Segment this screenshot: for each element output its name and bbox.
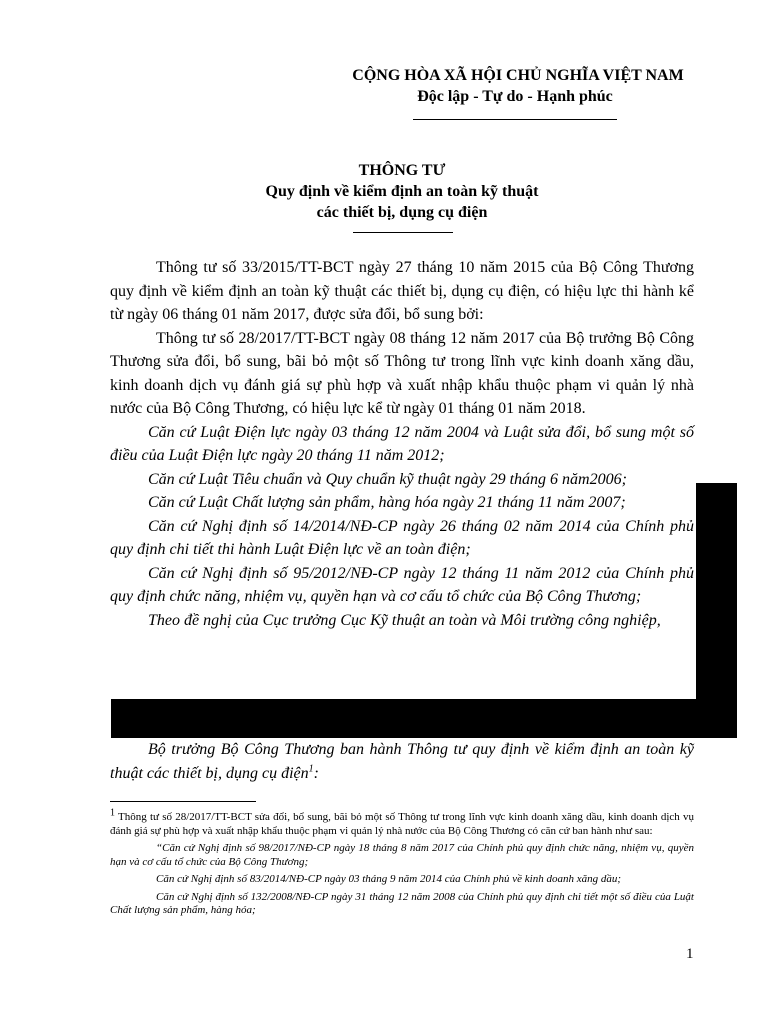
page-number: 1 <box>686 946 694 962</box>
legal-basis-1: Căn cứ Luật Điện lực ngày 03 tháng 12 năm 2004 và Luật sửa đổi, bổ sung một số điều của Luật Điện lực ngày 20 tháng 11 năm 2012; <box>110 423 694 464</box>
footnote-quote-2: Căn cứ Nghị định số 83/2014/NĐ-CP ngày 03 tháng 9 năm 2014 của Chính phủ về kinh doanh xăng dầu; <box>156 873 622 885</box>
document-type: THÔNG TƯ <box>358 162 446 179</box>
legal-basis-6: Theo đề nghị của Cục trưởng Cục Kỹ thuật an toàn và Môi trường công nghiệp, <box>148 611 661 629</box>
closing-statement <box>110 738 694 785</box>
document-title-line-1: Quy định về kiểm định an toàn kỹ thuật <box>265 183 539 200</box>
legal-basis-4: Căn cứ Nghị định số 14/2014/NĐ-CP ngày 26 tháng 02 năm 2014 của Chính phủ quy định chi tiết thi hành Luật Điện lực về an toàn điện; <box>110 517 694 558</box>
footnote-quote-3: Căn cứ Nghị định số 132/2008/NĐ-CP ngày 31 tháng 12 năm 2008 của Chính phủ quy định chi tiết một số điều của Luật Chất lượng sản phẩm, hàng hóa; <box>110 890 694 916</box>
nation-heading: CỘNG HÒA XÃ HỘI CHỦ NGHĨA VIỆT NAM <box>352 67 684 84</box>
legal-basis-2: Căn cứ Luật Tiêu chuẩn và Quy chuẩn kỹ thuật ngày 29 tháng 6 năm2006; <box>148 470 627 488</box>
document-title-line-2: các thiết bị, dụng cụ điện <box>316 204 488 221</box>
closing-text: Bộ trưởng Bộ Công Thương ban hành Thông tư quy định về kiểm định an toàn kỹ thuật các thiết bị, dụng cụ điện <box>110 741 694 782</box>
motto-heading: Độc lập - Tự do - Hạnh phúc <box>417 88 613 105</box>
footnotes-section <box>110 807 694 922</box>
legal-basis-5: Căn cứ Nghị định số 95/2012/NĐ-CP ngày 12 tháng 11 năm 2012 của Chính phủ quy định chức năng, nhiệm vụ, quyền hạn và cơ cấu tổ chức của Bộ Công Thương; <box>110 564 694 605</box>
footnote-separator <box>110 801 256 802</box>
footnote-1-text: Thông tư số 28/2017/TT-BCT sửa đổi, bổ sung, bãi bỏ một số Thông tư trong lĩnh vực kinh doanh xăng dầu, kinh doanh dịch vụ đánh giá sự phù hợp và xuất nhập khẩu thuộc phạm vi quản lý nhà nước của Bộ Công Thương có căn cứ ban hành như sau: <box>110 811 694 837</box>
redaction-block-bottom <box>111 699 737 738</box>
amendment-paragraph-2: Thông tư số 28/2017/TT-BCT ngày 08 tháng 12 năm 2017 của Bộ trưởng Bộ Công Thương sửa đổi, bổ sung, bãi bỏ một số Thông tư trong lĩnh vực kinh doanh xăng dầu, kinh doanh dịch vụ đánh giá sự phù hợp và xuất nhập khẩu thuộc phạm vi quản lý nhà nước của Bộ Công Thương, có hiệu lực kể từ ngày 01 tháng 01 năm 2018. <box>110 329 694 417</box>
footnote-1 <box>110 807 694 838</box>
closing-colon: : <box>313 764 319 782</box>
amendment-paragraph-1: Thông tư số 33/2015/TT-BCT ngày 27 tháng 10 năm 2015 của Bộ Công Thương quy định về kiểm định an toàn kỹ thuật các thiết bị, dụng cụ điện, có hiệu lực thi hành kể từ ngày 06 tháng 01 năm 2017, được sửa đổi, bổ sung bởi: <box>110 259 694 323</box>
footnote-reference[interactable]: 1 <box>308 763 314 775</box>
footnote-quote-1: “Căn cứ Nghị định số 98/2017/NĐ-CP ngày 18 tháng 8 năm 2017 của Chính phủ quy định chức năng, nhiệm vụ, quyền hạn và cơ cấu tổ chức của Bộ Công Thương; <box>110 842 694 868</box>
legal-basis-3: Căn cứ Luật Chất lượng sản phẩm, hàng hóa ngày 21 tháng 11 năm 2007; <box>148 494 626 511</box>
header-divider <box>413 119 617 120</box>
document-body <box>110 256 694 632</box>
footnote-mark: 1 <box>110 807 115 819</box>
title-divider <box>353 232 453 233</box>
